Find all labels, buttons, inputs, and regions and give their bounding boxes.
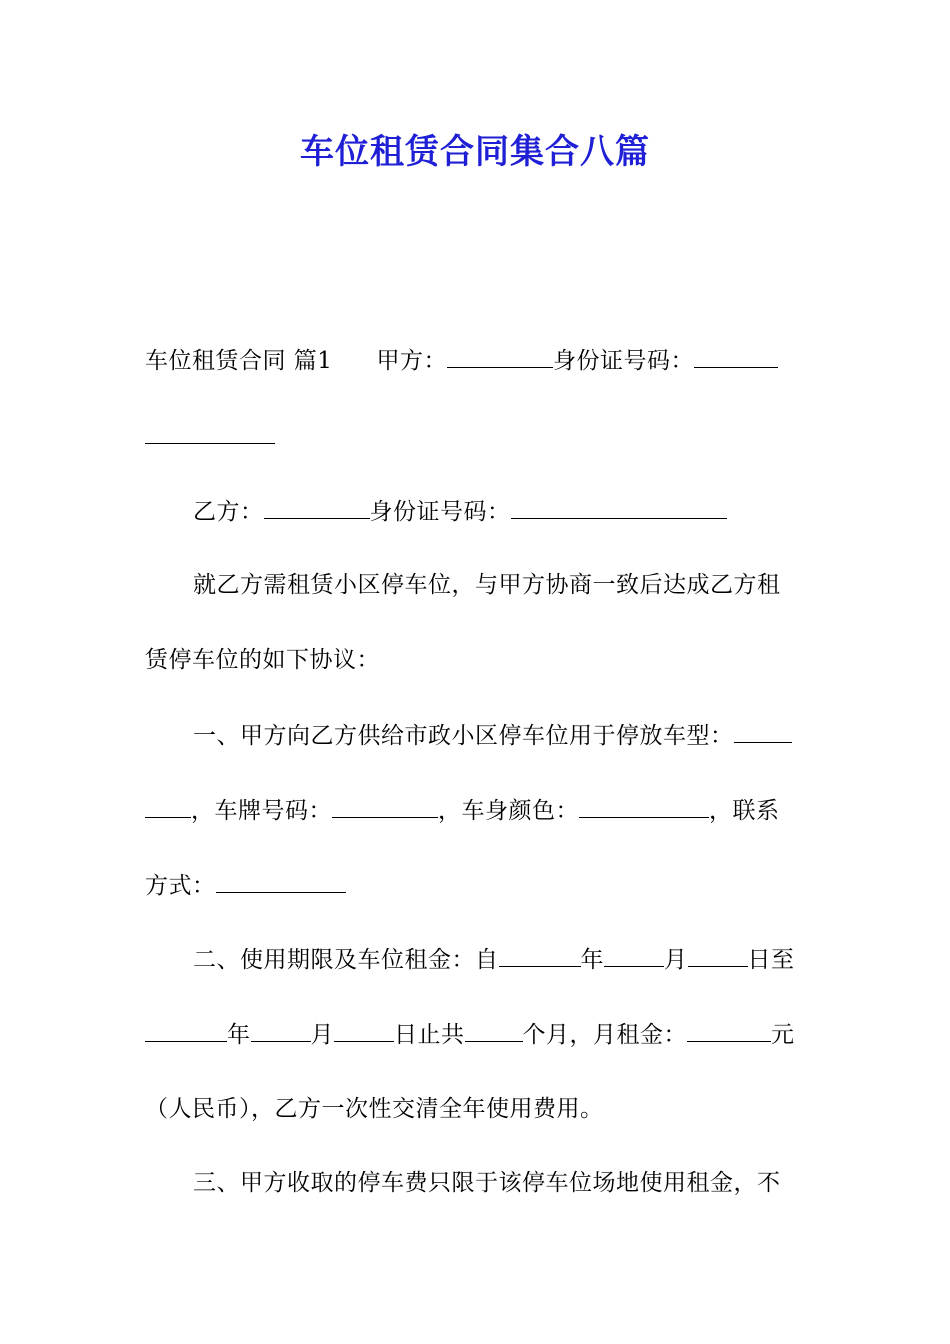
clause-three-line [193, 1168, 815, 1198]
color-label: ，车身颜色： [438, 798, 579, 824]
contract-header-line [145, 345, 815, 376]
monthly-rent-label: 个月，月租金： [522, 1022, 687, 1048]
end-year-blank [145, 1019, 227, 1042]
year-label: 年 [227, 1022, 251, 1048]
contact-label-cont: 方式： [145, 873, 216, 899]
clause-one-line-3 [145, 870, 815, 901]
end-day-blank [334, 1019, 394, 1042]
party-a-id-continuation [145, 421, 815, 452]
party-b-label: 乙方： [193, 499, 264, 525]
plate-label: ，车牌号码： [191, 798, 332, 824]
party-a-id-blank [694, 345, 778, 368]
start-month-blank [604, 944, 664, 967]
party-a-name-blank [447, 345, 553, 368]
day-total-label: 日止共 [394, 1022, 465, 1048]
clause-one-text: 一、甲方向乙方供给市政小区停车位用于停放车型： [193, 723, 734, 749]
clause-three-text: 三、甲方收取的停车费只限于该停车位场地使用租金，不 [193, 1170, 781, 1196]
intro-text: 就乙方需租赁小区停车位，与甲方协商一致后达成乙方租 [193, 572, 781, 598]
clause-two-line [193, 944, 815, 975]
contact-blank [216, 870, 346, 893]
clause-two-text: 二、使用期限及车位租金：自 [193, 947, 499, 973]
party-a-id-label: 身份证号码： [552, 348, 694, 374]
end-month-blank [251, 1019, 311, 1042]
contact-label: ，联系 [709, 798, 780, 824]
start-day-blank [688, 944, 748, 967]
clause-one-line [193, 720, 815, 751]
party-b-line [193, 496, 815, 527]
month-label: 月 [310, 1022, 334, 1048]
paragraph-line [193, 570, 815, 600]
contract-section-heading: 车位租赁合同 篇1 [145, 348, 333, 374]
clause-two-line-3 [145, 1094, 815, 1124]
rent-blank [687, 1019, 771, 1042]
party-a-label: 甲方： [376, 348, 447, 374]
clause-two-text-cont: （人民币），乙方一次性交清全年使用费用。 [145, 1096, 604, 1122]
paragraph-line [145, 645, 815, 675]
car-model-blank [734, 720, 792, 743]
party-b-id-blank [511, 496, 727, 519]
month-label: 月 [664, 947, 688, 973]
party-b-name-blank [264, 496, 370, 519]
clause-two-line-2 [145, 1019, 815, 1050]
clause-one-line-2 [145, 795, 815, 826]
color-blank [579, 795, 709, 818]
car-model-blank-cont [145, 795, 191, 818]
months-blank [465, 1019, 523, 1042]
currency-label: 元 [771, 1022, 795, 1048]
intro-text-cont: 赁停车位的如下协议： [145, 647, 380, 673]
plate-blank [332, 795, 438, 818]
start-year-blank [499, 944, 581, 967]
party-a-id-blank-cont [145, 421, 275, 444]
document-title: 车位租赁合同集合八篇 [300, 132, 650, 172]
party-b-id-label: 身份证号码： [369, 499, 511, 525]
day-to-label: 日至 [747, 947, 795, 973]
year-label: 年 [580, 947, 604, 973]
